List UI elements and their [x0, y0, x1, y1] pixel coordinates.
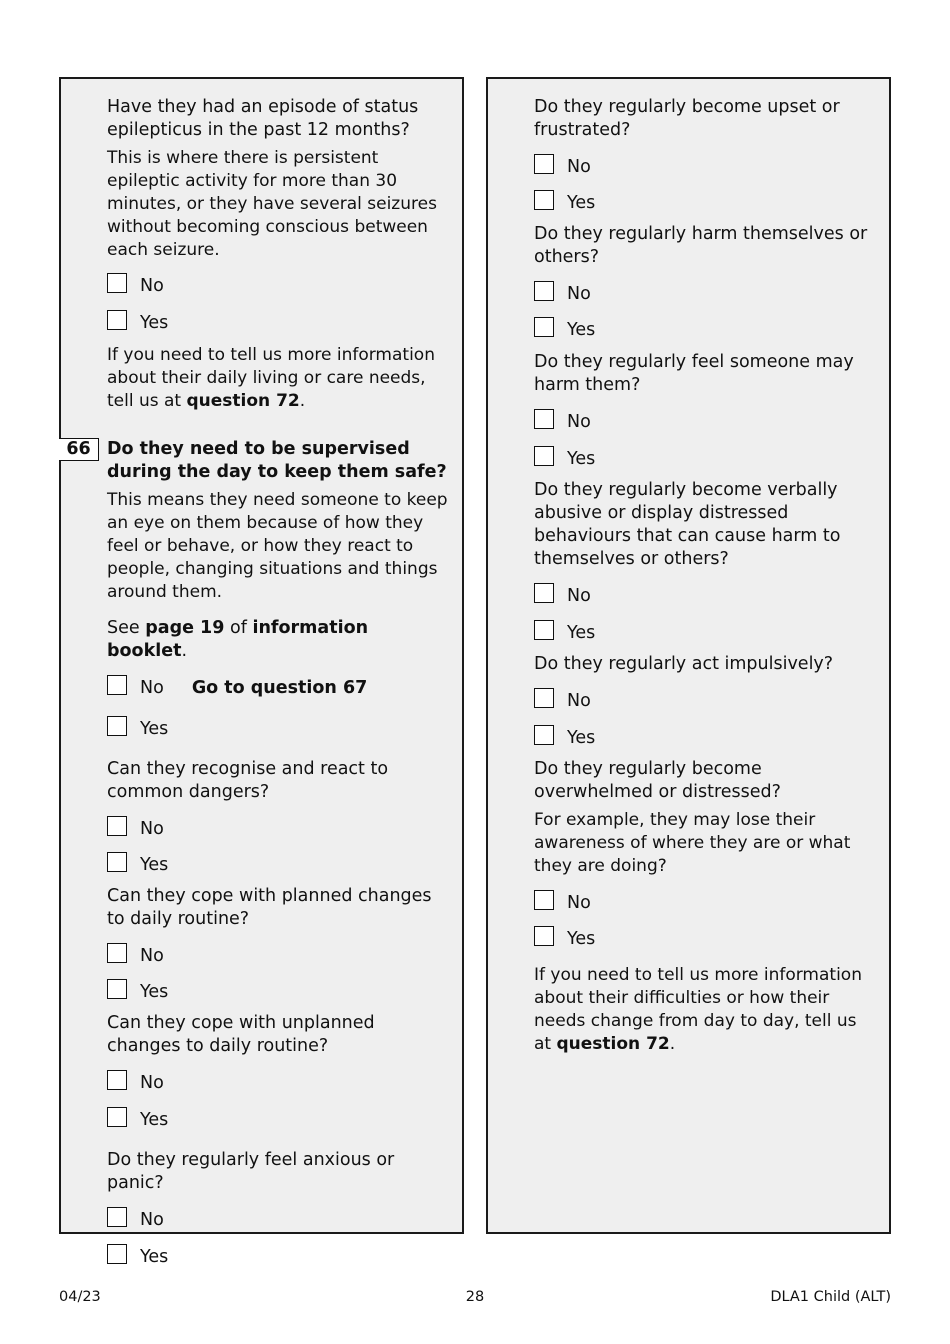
- planned-yes-option[interactable]: [107, 980, 450, 1004]
- harm-them-question: Do they regularly feel someone may harm them?: [534, 352, 854, 395]
- verbal-question: Do they regularly become verbally abusive or display distressed behaviours that can cause harm to themselves or others?: [534, 480, 841, 569]
- question-66-title: Do they need to be supervised during the day to keep them safe?: [107, 439, 447, 482]
- punctuation: .: [181, 641, 188, 661]
- left-column: [59, 77, 464, 1267]
- anxious-yes-option[interactable]: [107, 1245, 450, 1269]
- unplanned-no-option[interactable]: [107, 1071, 450, 1095]
- harm-question: Do they regularly harm themselves or others?: [534, 224, 868, 267]
- see-text: See: [107, 618, 140, 638]
- more-info-right: [534, 964, 877, 1056]
- checkbox[interactable]: [107, 1070, 127, 1090]
- option-label: No: [140, 946, 164, 966]
- of-text: of: [230, 618, 247, 638]
- dangers-no-option[interactable]: [107, 817, 450, 841]
- go-to-question-67: Go to question 67: [191, 678, 368, 698]
- more-info-left: [107, 344, 450, 413]
- unplanned-yes-option[interactable]: [107, 1108, 450, 1132]
- anxious-no-option[interactable]: [107, 1208, 450, 1232]
- option-label: No: [140, 1210, 164, 1230]
- option-label: No: [567, 893, 591, 913]
- checkbox[interactable]: [534, 281, 554, 301]
- harm-them-no-option[interactable]: [534, 410, 877, 434]
- checkbox[interactable]: [107, 1107, 127, 1127]
- option-label: Yes: [140, 313, 169, 333]
- upset-question: Do they regularly become upset or frustrated?: [534, 97, 840, 140]
- checkbox[interactable]: [107, 273, 127, 293]
- planned-changes-question: Can they cope with planned changes to daily routine?: [107, 886, 432, 929]
- checkbox[interactable]: [534, 725, 554, 745]
- question-66: [66, 438, 450, 484]
- checkbox[interactable]: [534, 890, 554, 910]
- option-label: No: [567, 157, 591, 177]
- option-label: No: [140, 1073, 164, 1093]
- question-72-ref: question 72: [186, 391, 300, 411]
- option-label: Yes: [567, 728, 596, 748]
- impulsive-yes-option[interactable]: [534, 726, 877, 750]
- verbal-no-option[interactable]: [534, 584, 877, 608]
- page-ref: page 19: [145, 618, 225, 638]
- booklet-ref: information booklet: [107, 618, 369, 661]
- dangers-question: Can they recognise and react to common dangers?: [107, 759, 389, 802]
- checkbox[interactable]: [107, 979, 127, 999]
- checkbox[interactable]: [107, 1244, 127, 1264]
- question-72-ref: question 72: [556, 1034, 670, 1054]
- footer-page-number: 28: [465, 1289, 485, 1305]
- status-yes-option[interactable]: [107, 311, 450, 335]
- right-column: [486, 77, 891, 1234]
- see-booklet: [107, 617, 450, 663]
- option-label: Yes: [567, 929, 596, 949]
- option-label: Yes: [140, 1247, 169, 1267]
- checkbox[interactable]: [107, 943, 127, 963]
- footer-date: 04/23: [59, 1289, 101, 1305]
- status-epilepticus-help: This is where there is persistent epileptic activity for more than 30 minutes, or they have several seizures without becoming conscious between each seizure.: [107, 148, 437, 260]
- checkbox[interactable]: [534, 926, 554, 946]
- harm-no-option[interactable]: [534, 282, 877, 306]
- checkbox[interactable]: [534, 409, 554, 429]
- option-label: Yes: [567, 320, 596, 340]
- impulsive-no-option[interactable]: [534, 689, 877, 713]
- punctuation: .: [299, 391, 306, 411]
- question-number-badge: 66: [59, 438, 99, 461]
- overwhelmed-help: For example, they may lose their awareness of where they are or what they are doing?: [534, 810, 851, 876]
- checkbox[interactable]: [107, 716, 127, 736]
- option-label: No: [567, 586, 591, 606]
- status-no-option[interactable]: [107, 274, 450, 298]
- unplanned-changes-question: Can they cope with unplanned changes to daily routine?: [107, 1013, 375, 1056]
- option-label: No: [567, 691, 591, 711]
- option-label: Yes: [140, 719, 169, 739]
- dangers-yes-option[interactable]: [107, 853, 450, 877]
- option-label: Yes: [567, 623, 596, 643]
- checkbox[interactable]: [534, 154, 554, 174]
- more-info-text: If you need to tell us more information about their daily living or care needs, tell us at: [107, 345, 435, 411]
- checkbox[interactable]: [107, 1207, 127, 1227]
- checkbox[interactable]: [534, 190, 554, 210]
- checkbox[interactable]: [534, 317, 554, 337]
- option-label: Yes: [140, 982, 169, 1002]
- option-label: No: [567, 412, 591, 432]
- impulsive-question: Do they regularly act impulsively?: [534, 654, 834, 674]
- harm-them-yes-option[interactable]: [534, 447, 877, 471]
- anxious-question: Do they regularly feel anxious or panic?: [107, 1150, 395, 1193]
- checkbox[interactable]: [107, 852, 127, 872]
- checkbox[interactable]: [107, 816, 127, 836]
- option-label: No: [567, 284, 591, 304]
- checkbox[interactable]: [534, 583, 554, 603]
- status-epilepticus-question: Have they had an episode of status epilepticus in the past 12 months?: [107, 97, 419, 140]
- overwhelmed-question: Do they regularly become overwhelmed or distressed?: [534, 759, 781, 802]
- footer-form-code: DLA1 Child (ALT): [770, 1289, 891, 1305]
- upset-no-option[interactable]: [534, 155, 877, 179]
- option-label: No: [140, 276, 164, 296]
- option-label: Yes: [567, 193, 596, 213]
- planned-no-option[interactable]: [107, 944, 450, 968]
- checkbox[interactable]: [107, 675, 127, 695]
- q66-yes-option[interactable]: [107, 717, 450, 741]
- harm-yes-option[interactable]: [534, 318, 877, 342]
- punctuation: .: [669, 1034, 676, 1054]
- q66-no-option[interactable]: [107, 676, 450, 700]
- upset-yes-option[interactable]: [534, 191, 877, 215]
- option-label: Yes: [140, 1110, 169, 1130]
- option-label: Yes: [567, 449, 596, 469]
- overwhelmed-yes-option[interactable]: [534, 927, 877, 951]
- option-label: No: [140, 678, 164, 698]
- verbal-yes-option[interactable]: [534, 621, 877, 645]
- option-label: Yes: [140, 855, 169, 875]
- checkbox[interactable]: [107, 310, 127, 330]
- checkbox[interactable]: [534, 620, 554, 640]
- question-66-help: This means they need someone to keep an eye on them because of how they feel or behave, or how they react to people, changing situations and things around them.: [107, 490, 448, 602]
- checkbox[interactable]: [534, 446, 554, 466]
- option-label: No: [140, 819, 164, 839]
- overwhelmed-no-option[interactable]: [534, 891, 877, 915]
- more-info-text: If you need to tell us more information about their difficulties or how their needs change from day to day, tell us at: [534, 965, 862, 1054]
- checkbox[interactable]: [534, 688, 554, 708]
